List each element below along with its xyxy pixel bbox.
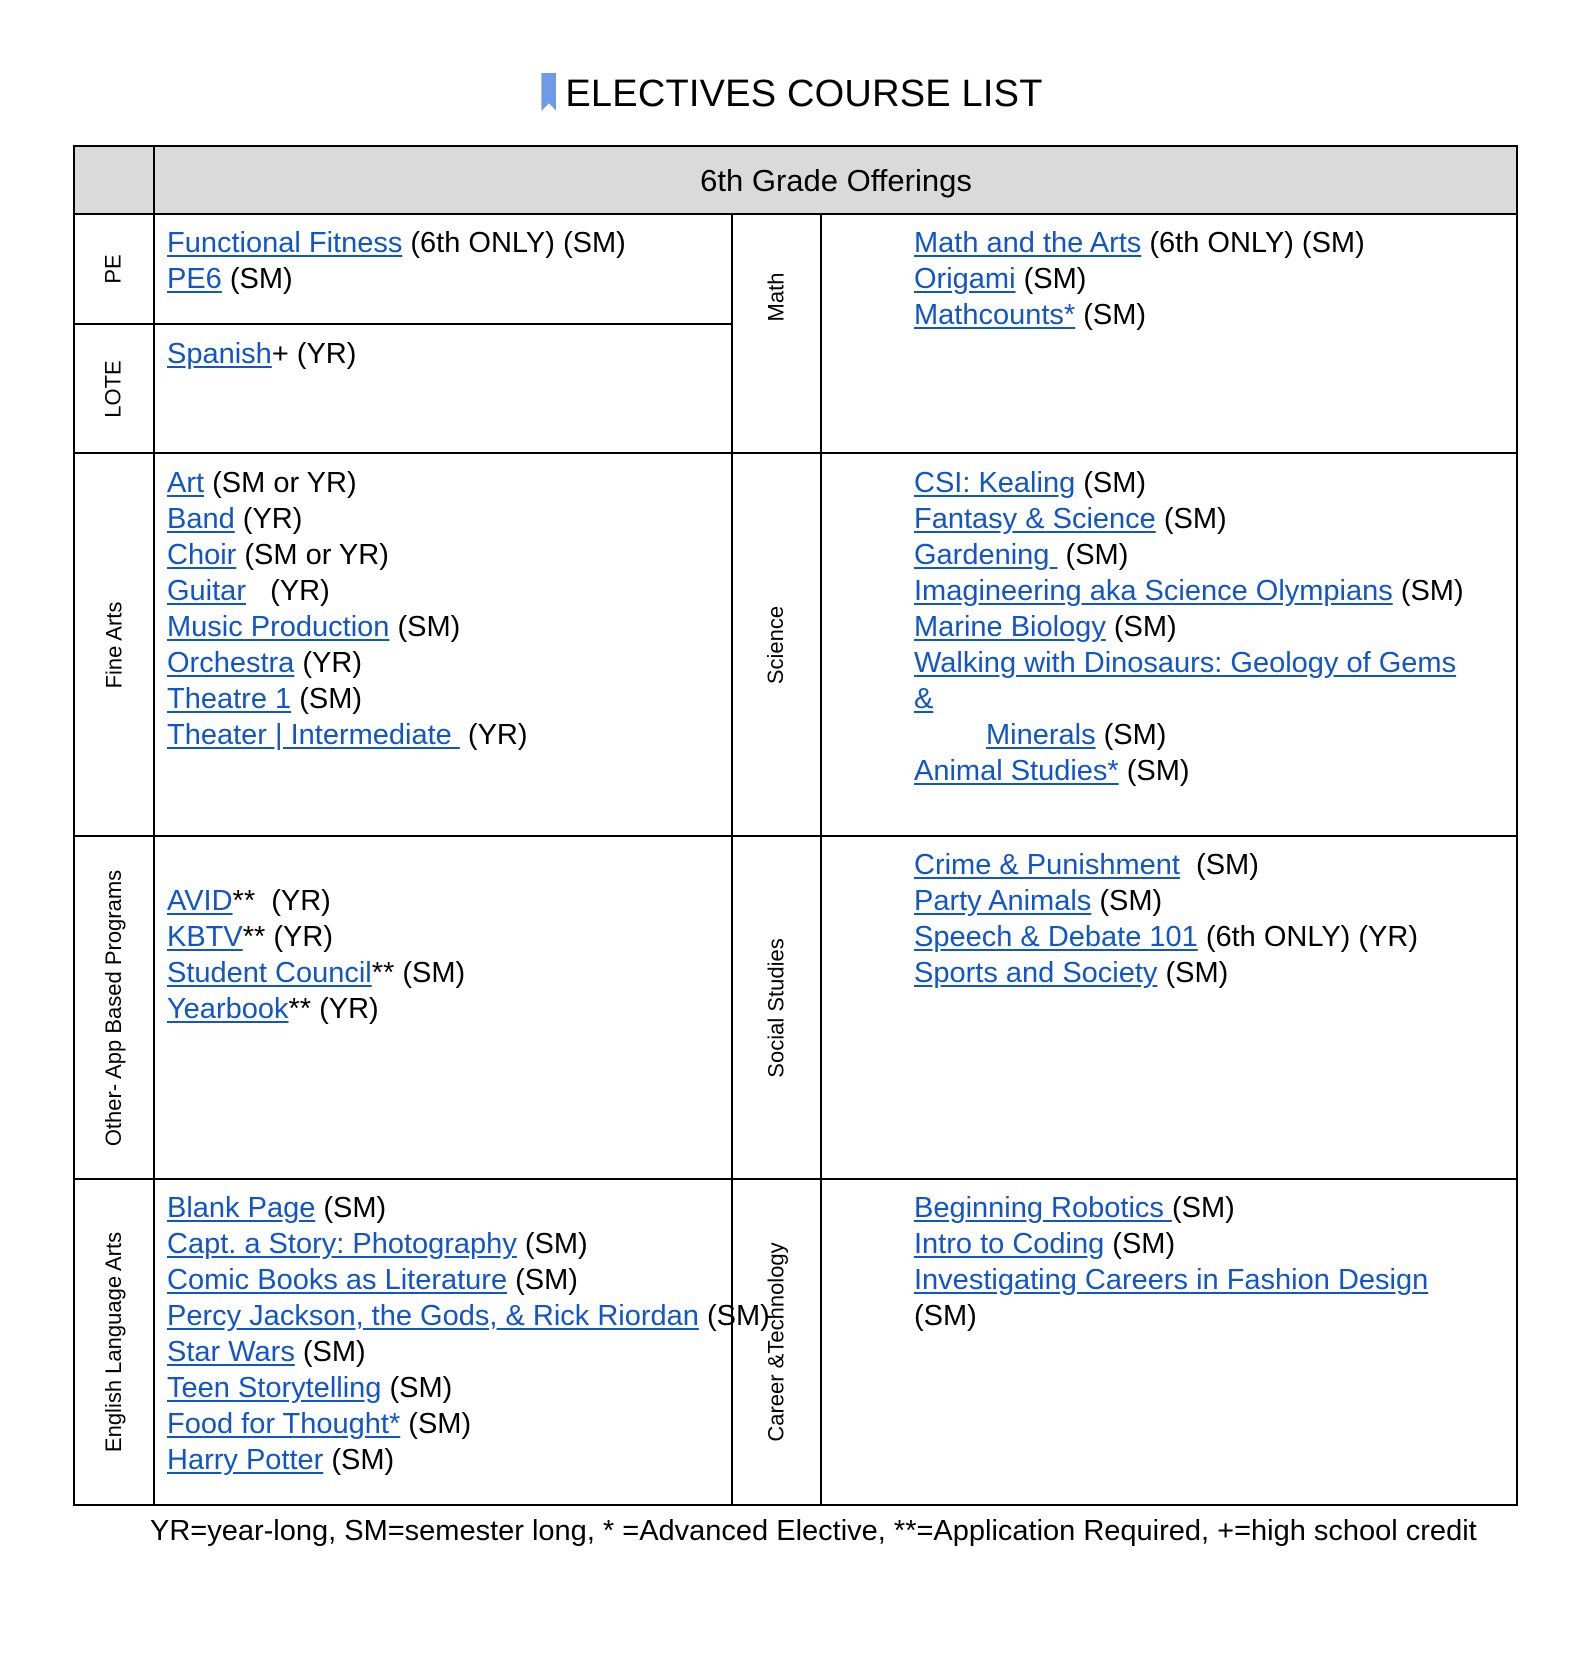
- course-link[interactable]: Animal Studies*: [914, 755, 1119, 787]
- course-term: (SM): [1171, 1192, 1235, 1224]
- course-link[interactable]: Imagineering aka Science Olympians: [914, 575, 1393, 607]
- course-entry: [167, 991, 465, 1027]
- course-entry: [914, 261, 1365, 297]
- course-link[interactable]: Theatre 1: [167, 683, 292, 715]
- category-lote: LOTE: [101, 359, 126, 418]
- category-social-studies: Social Studies: [763, 937, 789, 1078]
- course-link[interactable]: Minerals: [986, 719, 1096, 751]
- course-entry: [914, 955, 1418, 991]
- course-link[interactable]: Capt. a Story: Photography: [167, 1228, 517, 1260]
- course-link[interactable]: Comic Books as Literature: [167, 1264, 508, 1296]
- course-term: ** (YR): [288, 993, 379, 1025]
- social-studies-courses: [914, 847, 1418, 991]
- fine-arts-courses: [167, 465, 528, 753]
- category-pe: PE: [100, 254, 126, 284]
- course-entry: [167, 225, 626, 261]
- course-entry: [914, 573, 1464, 609]
- course-term: (SM): [1075, 299, 1147, 331]
- other-courses: [167, 883, 465, 1027]
- course-link[interactable]: Origami: [914, 263, 1016, 295]
- course-entry: [167, 1442, 770, 1478]
- course-term: (SM or YR): [204, 467, 357, 499]
- course-entry: [914, 883, 1418, 919]
- course-link[interactable]: Walking with Dinosaurs: Geology of Gems: [914, 647, 1457, 679]
- course-term: (SM): [1057, 539, 1129, 571]
- course-entry: [167, 573, 528, 609]
- course-link[interactable]: Marine Biology: [914, 611, 1106, 643]
- category-other-app-based: Other- App Based Programs: [101, 869, 127, 1146]
- course-link[interactable]: Theater | Intermediate: [167, 719, 460, 751]
- course-entry: [914, 225, 1365, 261]
- course-entry: [914, 537, 1464, 573]
- course-link[interactable]: Mathcounts*: [914, 299, 1076, 331]
- course-term: (SM): [1095, 719, 1167, 751]
- course-entry: [167, 1226, 770, 1262]
- course-entry: [914, 1262, 1428, 1298]
- course-entry: [167, 501, 528, 537]
- course-link[interactable]: Fantasy & Science: [914, 503, 1156, 535]
- page-title: [0, 68, 1584, 120]
- course-entry: [167, 1190, 770, 1226]
- course-term: (SM): [381, 1372, 453, 1404]
- course-link[interactable]: Functional Fitness: [167, 227, 403, 259]
- divider: [153, 147, 155, 1504]
- course-term: (SM): [1155, 503, 1227, 535]
- course-term: (YR): [294, 647, 362, 679]
- pe-courses: [167, 225, 626, 297]
- course-term: (SM): [294, 1336, 366, 1368]
- course-term: (SM): [1091, 885, 1163, 917]
- course-link[interactable]: Sports and Society: [914, 957, 1158, 989]
- lote-courses: [167, 336, 356, 372]
- course-term: (SM): [1157, 957, 1229, 989]
- grade-header: 6th Grade Offerings: [700, 163, 972, 198]
- category-math: Math: [763, 272, 789, 322]
- course-term: (SM): [1075, 467, 1147, 499]
- course-link[interactable]: PE6: [167, 263, 222, 295]
- course-term: (6th ONLY) (SM): [1141, 227, 1365, 259]
- course-link[interactable]: Choir: [167, 539, 237, 571]
- course-term: (SM): [1118, 755, 1190, 787]
- course-link[interactable]: &: [914, 683, 934, 715]
- course-link[interactable]: Intro to Coding: [914, 1228, 1105, 1260]
- course-entry: [167, 1334, 770, 1370]
- course-entry: [167, 883, 465, 919]
- course-entry: [167, 1262, 770, 1298]
- course-entry: [914, 609, 1464, 645]
- bookmark-icon: [541, 73, 556, 111]
- course-term: (SM): [323, 1444, 395, 1476]
- course-entry: [914, 297, 1365, 333]
- course-link[interactable]: Star Wars: [167, 1336, 295, 1368]
- course-link[interactable]: Food for Thought*: [167, 1408, 401, 1440]
- course-term: ** (SM): [371, 957, 466, 989]
- course-term: (SM or YR): [236, 539, 389, 571]
- course-entry: [914, 465, 1464, 501]
- course-link[interactable]: Beginning Robotics: [914, 1192, 1172, 1224]
- course-entry: [914, 681, 1464, 717]
- course-entry: [167, 609, 528, 645]
- course-entry: [914, 847, 1418, 883]
- course-entry: [167, 1298, 770, 1334]
- course-term: + (YR): [271, 338, 357, 370]
- course-entry: [914, 717, 1464, 753]
- course-entry: [167, 717, 528, 753]
- course-entry: [167, 1406, 770, 1442]
- course-entry: [167, 955, 465, 991]
- course-link[interactable]: Crime & Punishment: [914, 849, 1180, 881]
- course-link[interactable]: Spanish: [167, 338, 272, 370]
- course-entry: [167, 336, 356, 372]
- course-link[interactable]: Speech & Debate 101: [914, 921, 1198, 953]
- math-courses: [914, 225, 1365, 333]
- course-link[interactable]: Party Animals: [914, 885, 1092, 917]
- course-term: (6th ONLY) (YR): [1197, 921, 1418, 953]
- course-entry: [914, 753, 1464, 789]
- course-entry: [167, 919, 465, 955]
- divider: [820, 213, 822, 1504]
- course-link[interactable]: Art: [167, 467, 205, 499]
- category-ela: English Language Arts: [101, 1231, 127, 1453]
- course-entry: [167, 465, 528, 501]
- course-link[interactable]: Math and the Arts: [914, 227, 1142, 259]
- title-text: ELECTIVES COURSE LIST: [565, 73, 1043, 115]
- course-entry: [167, 261, 626, 297]
- course-term: (YR): [234, 503, 303, 535]
- course-link[interactable]: Student Council: [167, 957, 372, 989]
- course-term: (YR): [245, 575, 330, 607]
- course-term: ** (YR): [242, 921, 333, 953]
- course-term: (SM): [507, 1264, 578, 1296]
- course-term: (SM): [1015, 263, 1087, 295]
- course-term: (SM): [291, 683, 363, 715]
- course-entry: [914, 645, 1464, 681]
- course-term: (SM): [1179, 849, 1259, 881]
- career-courses: [914, 1190, 1428, 1334]
- course-link[interactable]: AVID: [167, 885, 233, 917]
- course-entry: [914, 919, 1418, 955]
- legend-footnote: YR=year-long, SM=semester long, * =Advanced Elective, **=Application Required, +=high school credit: [150, 1515, 1477, 1547]
- course-entry: [914, 1190, 1428, 1226]
- category-fine-arts: Fine Arts: [101, 601, 126, 688]
- course-link[interactable]: Teen Storytelling: [167, 1372, 382, 1404]
- course-link[interactable]: Music Production: [167, 611, 390, 643]
- course-entry: [167, 1370, 770, 1406]
- course-entry: [167, 681, 528, 717]
- course-entry: [914, 501, 1464, 537]
- course-term: (6th ONLY) (SM): [402, 227, 626, 259]
- course-link[interactable]: Guitar: [167, 575, 246, 607]
- course-term: (SM): [1105, 611, 1177, 643]
- course-term: (SM): [1104, 1228, 1176, 1260]
- course-link[interactable]: Yearbook: [167, 993, 289, 1025]
- course-term: (SM): [400, 1408, 472, 1440]
- category-career-technology: Career &Technology: [763, 1242, 789, 1442]
- course-term: (YR): [459, 719, 528, 751]
- course-entry: [167, 645, 528, 681]
- electives-table: [73, 145, 1518, 1506]
- course-term: (SM): [389, 611, 461, 643]
- course-term: (SM): [698, 1300, 770, 1332]
- course-term: (SM): [315, 1192, 387, 1224]
- course-term: ** (YR): [232, 885, 331, 917]
- course-link[interactable]: KBTV: [167, 921, 243, 953]
- course-term: (SM): [221, 263, 293, 295]
- course-entry: [914, 1226, 1428, 1262]
- course-link[interactable]: Orchestra: [167, 647, 295, 679]
- course-link[interactable]: Investigating Careers in Fashion Design: [914, 1264, 1429, 1296]
- course-entry: [914, 1298, 1428, 1334]
- course-link[interactable]: Blank Page: [167, 1192, 316, 1224]
- divider: [75, 323, 732, 325]
- course-link[interactable]: Harry Potter: [167, 1444, 324, 1476]
- course-term: (SM): [914, 1300, 977, 1332]
- course-link[interactable]: CSI: Kealing: [914, 467, 1076, 499]
- course-link[interactable]: Band: [167, 503, 235, 535]
- course-link[interactable]: Percy Jackson, the Gods, & Rick Riordan: [167, 1300, 699, 1332]
- course-term: (SM): [516, 1228, 588, 1260]
- course-entry: [167, 537, 528, 573]
- science-courses: [914, 465, 1464, 789]
- category-science: Science: [763, 605, 789, 684]
- course-term: (SM): [1392, 575, 1464, 607]
- ela-courses: [167, 1190, 770, 1478]
- course-link[interactable]: Gardening: [914, 539, 1058, 571]
